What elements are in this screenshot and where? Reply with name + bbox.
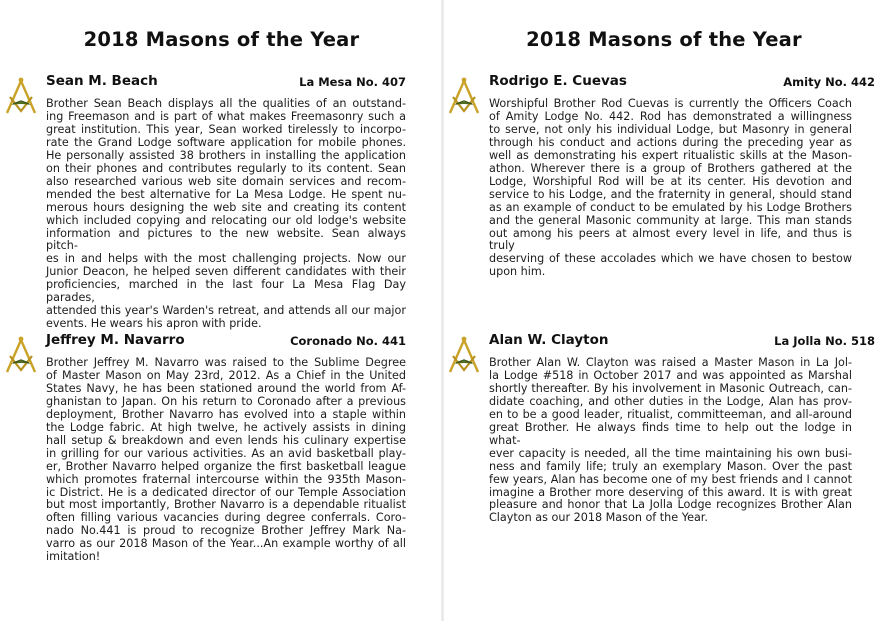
text-line: deployment, Brother Navarro has evolved into a staple within bbox=[46, 407, 406, 421]
text-line: Clayton as our 2018 Mason of the Year. bbox=[489, 511, 708, 525]
award-name: Sean M. Beach bbox=[46, 73, 158, 89]
text-line: ing Freemason and is part of what makes Freemasonry such a bbox=[46, 109, 406, 123]
award-name: Jeffrey M. Navarro bbox=[46, 332, 185, 348]
award-lodge: Coronado No. 441 bbox=[290, 334, 406, 348]
text-line: shortly thereafter. By his involvement in Masonic Outreach, can- bbox=[489, 381, 852, 395]
text-line: of Master Mason on May 23rd, 2012. As a Chief in the United bbox=[46, 368, 406, 382]
text-line: information and pictures to the new website. Sean always pitch- bbox=[46, 226, 406, 253]
text-line: attended this year's Warden's retreat, and attends all our major bbox=[46, 304, 406, 318]
text-line: proficiencies, marched in the last four La Mesa Flag Day parades, bbox=[46, 278, 406, 305]
text-line: ic District. He is a dedicated director of our Temple Association bbox=[46, 485, 406, 499]
text-line: to serve, not only his individual Lodge, but Masonry in general bbox=[489, 122, 852, 136]
page-title: 2018 Masons of the Year bbox=[526, 28, 802, 51]
text-line: er, Brother Navarro helped organize the first basketball league bbox=[46, 459, 406, 473]
award-name: Rodrigo E. Cuevas bbox=[489, 73, 627, 89]
award-description bbox=[489, 357, 852, 525]
award-description bbox=[46, 357, 406, 564]
text-line: States Navy, he has been stationed around the world from Af- bbox=[46, 381, 406, 395]
text-line: and the general Masonic community at large. This man stands bbox=[489, 213, 852, 227]
award-lodge: Amity No. 442 bbox=[783, 75, 875, 89]
text-line: through his conduct and actions during the preceding year as bbox=[489, 135, 852, 149]
square-and-compasses-icon bbox=[447, 334, 481, 374]
text-line: on their phones and contributes regularly to its content. Sean bbox=[46, 161, 406, 175]
text-line: in grilling for our various activities. As an avid basketball play- bbox=[46, 446, 406, 460]
text-line: of Amity Lodge No. 442. Rod has demonstrated a willingness bbox=[489, 109, 852, 123]
text-line: rate the Grand Lodge software application for mobile phones. bbox=[46, 135, 406, 149]
page-title: 2018 Masons of the Year bbox=[83, 28, 360, 51]
text-line: few years, Alan has become one of my best friends and I cannot bbox=[489, 472, 852, 486]
square-and-compasses-icon bbox=[447, 75, 481, 115]
text-line: mended the best alternative for La Mesa Lodge. He spent nu- bbox=[46, 187, 406, 201]
text-line: la Lodge #518 in October 2017 and was appointed as Marshal bbox=[489, 368, 852, 382]
text-line: but most importantly, Brother Navarro is a dependable ritualist bbox=[46, 498, 406, 512]
square-and-compasses-icon bbox=[4, 334, 38, 374]
text-line: varro as our 2018 Mason of the Year...An example worthy of all bbox=[46, 537, 406, 551]
text-line: out among his peers at almost every level in life, and thus is truly bbox=[489, 226, 852, 253]
text-line: great Brother. He always finds time to help out the lodge in what- bbox=[489, 420, 852, 447]
text-line: imitation! bbox=[46, 550, 101, 564]
text-line: merous hours designing the web site and creating its content bbox=[46, 200, 406, 214]
right-page bbox=[443, 0, 885, 621]
text-line: which promotes fraternal intercourse within the 935th Mason- bbox=[46, 472, 406, 486]
text-line: well as demonstrating his expert ritualistic skills at the Mason- bbox=[489, 148, 852, 162]
text-line: pleasure and honor that La Jolla Lodge recognizes Brother Alan bbox=[489, 498, 852, 512]
text-line: Brother Jeffrey M. Navarro was raised to the Sublime Degree bbox=[46, 356, 406, 369]
text-line: didate coaching, and other duties in the Lodge, Alan has prov- bbox=[489, 394, 852, 408]
text-line: the Lodge fabric. At high twelve, he actively assists in dining bbox=[46, 420, 406, 434]
text-line: ness and family life; truly an exemplary Mason. Over the past bbox=[489, 459, 852, 473]
text-line: en to be a good leader, ritualist, committeeman, and all-around bbox=[489, 407, 852, 421]
text-line: Brother Alan W. Clayton was raised a Master Mason in La Jol- bbox=[489, 356, 852, 369]
award-name: Alan W. Clayton bbox=[489, 332, 609, 348]
text-line: service to his Lodge, and the fraternity in general, should stand bbox=[489, 187, 852, 201]
text-line: hall setup & breakdown and even lends his culinary expertise bbox=[46, 433, 406, 447]
text-line: often filling various vacancies during degree conferrals. Coro- bbox=[46, 511, 406, 525]
text-line: Junior Deacon, he helped seven different candidates with their bbox=[46, 265, 406, 279]
text-line: as an example of conduct to be emulated by his Lodge Brothers bbox=[489, 200, 852, 214]
text-line: which included copying and relocating our old lodge's website bbox=[46, 213, 406, 227]
award-description bbox=[46, 98, 406, 331]
text-line: Brother Sean Beach displays all the qualities of an outstand- bbox=[46, 97, 406, 110]
text-line: Lodge, Worshipful Rod will be at its center. His devotion and bbox=[489, 174, 852, 188]
square-and-compasses-icon bbox=[4, 75, 38, 115]
text-line: ever capacity is needed, all the time maintaining his own busi- bbox=[489, 446, 852, 460]
award-lodge: La Mesa No. 407 bbox=[299, 75, 406, 89]
text-line: athon. Wherever there is a group of Brothers gathered at the bbox=[489, 161, 852, 175]
text-line: nado No.441 is proud to recognize Brother Jeffrey Mark Na- bbox=[46, 524, 406, 538]
text-line: events. He wears his apron with pride. bbox=[46, 317, 262, 331]
text-line: deserving of these accolades which we have chosen to bestow bbox=[489, 252, 852, 266]
text-line: He personally assisted 38 brothers in installing the application bbox=[46, 148, 406, 162]
text-line: great institution. This year, Sean worked tirelessly to incorpo- bbox=[46, 122, 406, 136]
text-line: Worshipful Brother Rod Cuevas is currently the Officers Coach bbox=[489, 97, 852, 110]
award-description bbox=[489, 98, 852, 279]
text-line: imagine a Brother more deserving of this award. It is with great bbox=[489, 485, 852, 499]
award-lodge: La Jolla No. 518 bbox=[774, 334, 875, 348]
text-line: es in and helps with the most challenging projects. Now our bbox=[46, 252, 406, 266]
text-line: ghanistan to Japan. On his return to Coronado after a previous bbox=[46, 394, 406, 408]
text-line: upon him. bbox=[489, 265, 546, 279]
text-line: also researched various web site domain services and recom- bbox=[46, 174, 406, 188]
